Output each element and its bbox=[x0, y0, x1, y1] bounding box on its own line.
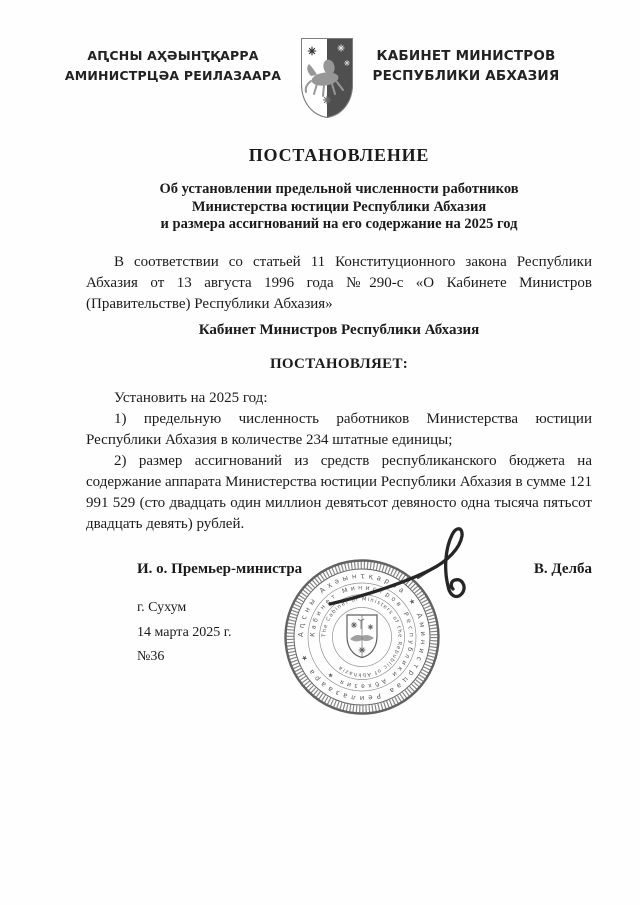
org-name-russian bbox=[360, 46, 572, 86]
issuer-line: Кабинет Министров Республики Абхазия bbox=[198, 322, 480, 338]
subject-line2: Министерства юстиции Республики Абхазия bbox=[191, 198, 487, 215]
signer-post: И. о. Премьер-министра bbox=[137, 561, 303, 577]
operative-item-2: 2) размер ассигнований из средств республиканского бюджета на содержание аппарата Министерства юстиции Республики Абхазия в сумме 121 991 529 (сто двадцать один миллион девятьсот девяносто одна тысяча пятьсот двадцать девять) рублей. bbox=[86, 453, 592, 532]
seal-ring-outer: Аԥсны Аҳәынҭқарра ★ Аминистрцәа Реилазаара ★ bbox=[296, 571, 428, 703]
issue-date: 14 марта 2025 г. bbox=[137, 624, 232, 640]
document-number: №36 bbox=[137, 649, 165, 665]
seal-ring-inner: The Cabinet of Ministers of the Republic of Abkhazia bbox=[321, 596, 403, 678]
org-name-russian-line2: РЕСПУБЛИКИ АБХАЗИЯ bbox=[372, 68, 560, 84]
operative-part bbox=[86, 388, 592, 535]
operative-intro: Установить на 2025 год: bbox=[114, 390, 268, 406]
org-name-russian-line1: КАБИНЕТ МИНИСТРОВ bbox=[376, 48, 556, 64]
document-type-title: ПОСТАНОВЛЕНИЕ bbox=[248, 145, 430, 165]
signer-name: В. Делба bbox=[533, 561, 592, 577]
preamble-paragraph: В соответствии со статьей 11 Конституционного закона Республики Абхазия от 13 августа 1996 года №290-с «О Кабинете Министров (Правительстве) Республики Абхазия» bbox=[86, 254, 592, 312]
document-subject bbox=[86, 181, 592, 234]
org-name-abkhaz bbox=[48, 46, 298, 86]
org-name-abkhaz-line2: АМИНИСТРЦӘА РЕИЛАЗААРА bbox=[64, 68, 282, 83]
abkhazia-coat-of-arms-icon bbox=[299, 36, 355, 125]
subject-line3: и размера ассигнований на его содержание на 2025 год bbox=[160, 216, 518, 233]
issue-details bbox=[137, 596, 231, 670]
seal-ring-middle: Кабинет Министров Республики Абхазия ★ bbox=[309, 584, 415, 690]
decree-word: ПОСТАНОВЛЯЕТ: bbox=[269, 356, 409, 372]
handwritten-signature bbox=[318, 518, 483, 638]
issue-place: г. Сухум bbox=[137, 600, 187, 615]
org-name-abkhaz-line1: АԤСНЫ АҲӘЫНҬҚАРРА bbox=[87, 48, 259, 63]
operative-item-1: 1) предельную численность работников Министерства юстиции Республики Абхазия в количестве 234 штатные единицы; bbox=[86, 411, 592, 448]
subject-line1: Об установлении предельной численности работников bbox=[159, 181, 519, 197]
